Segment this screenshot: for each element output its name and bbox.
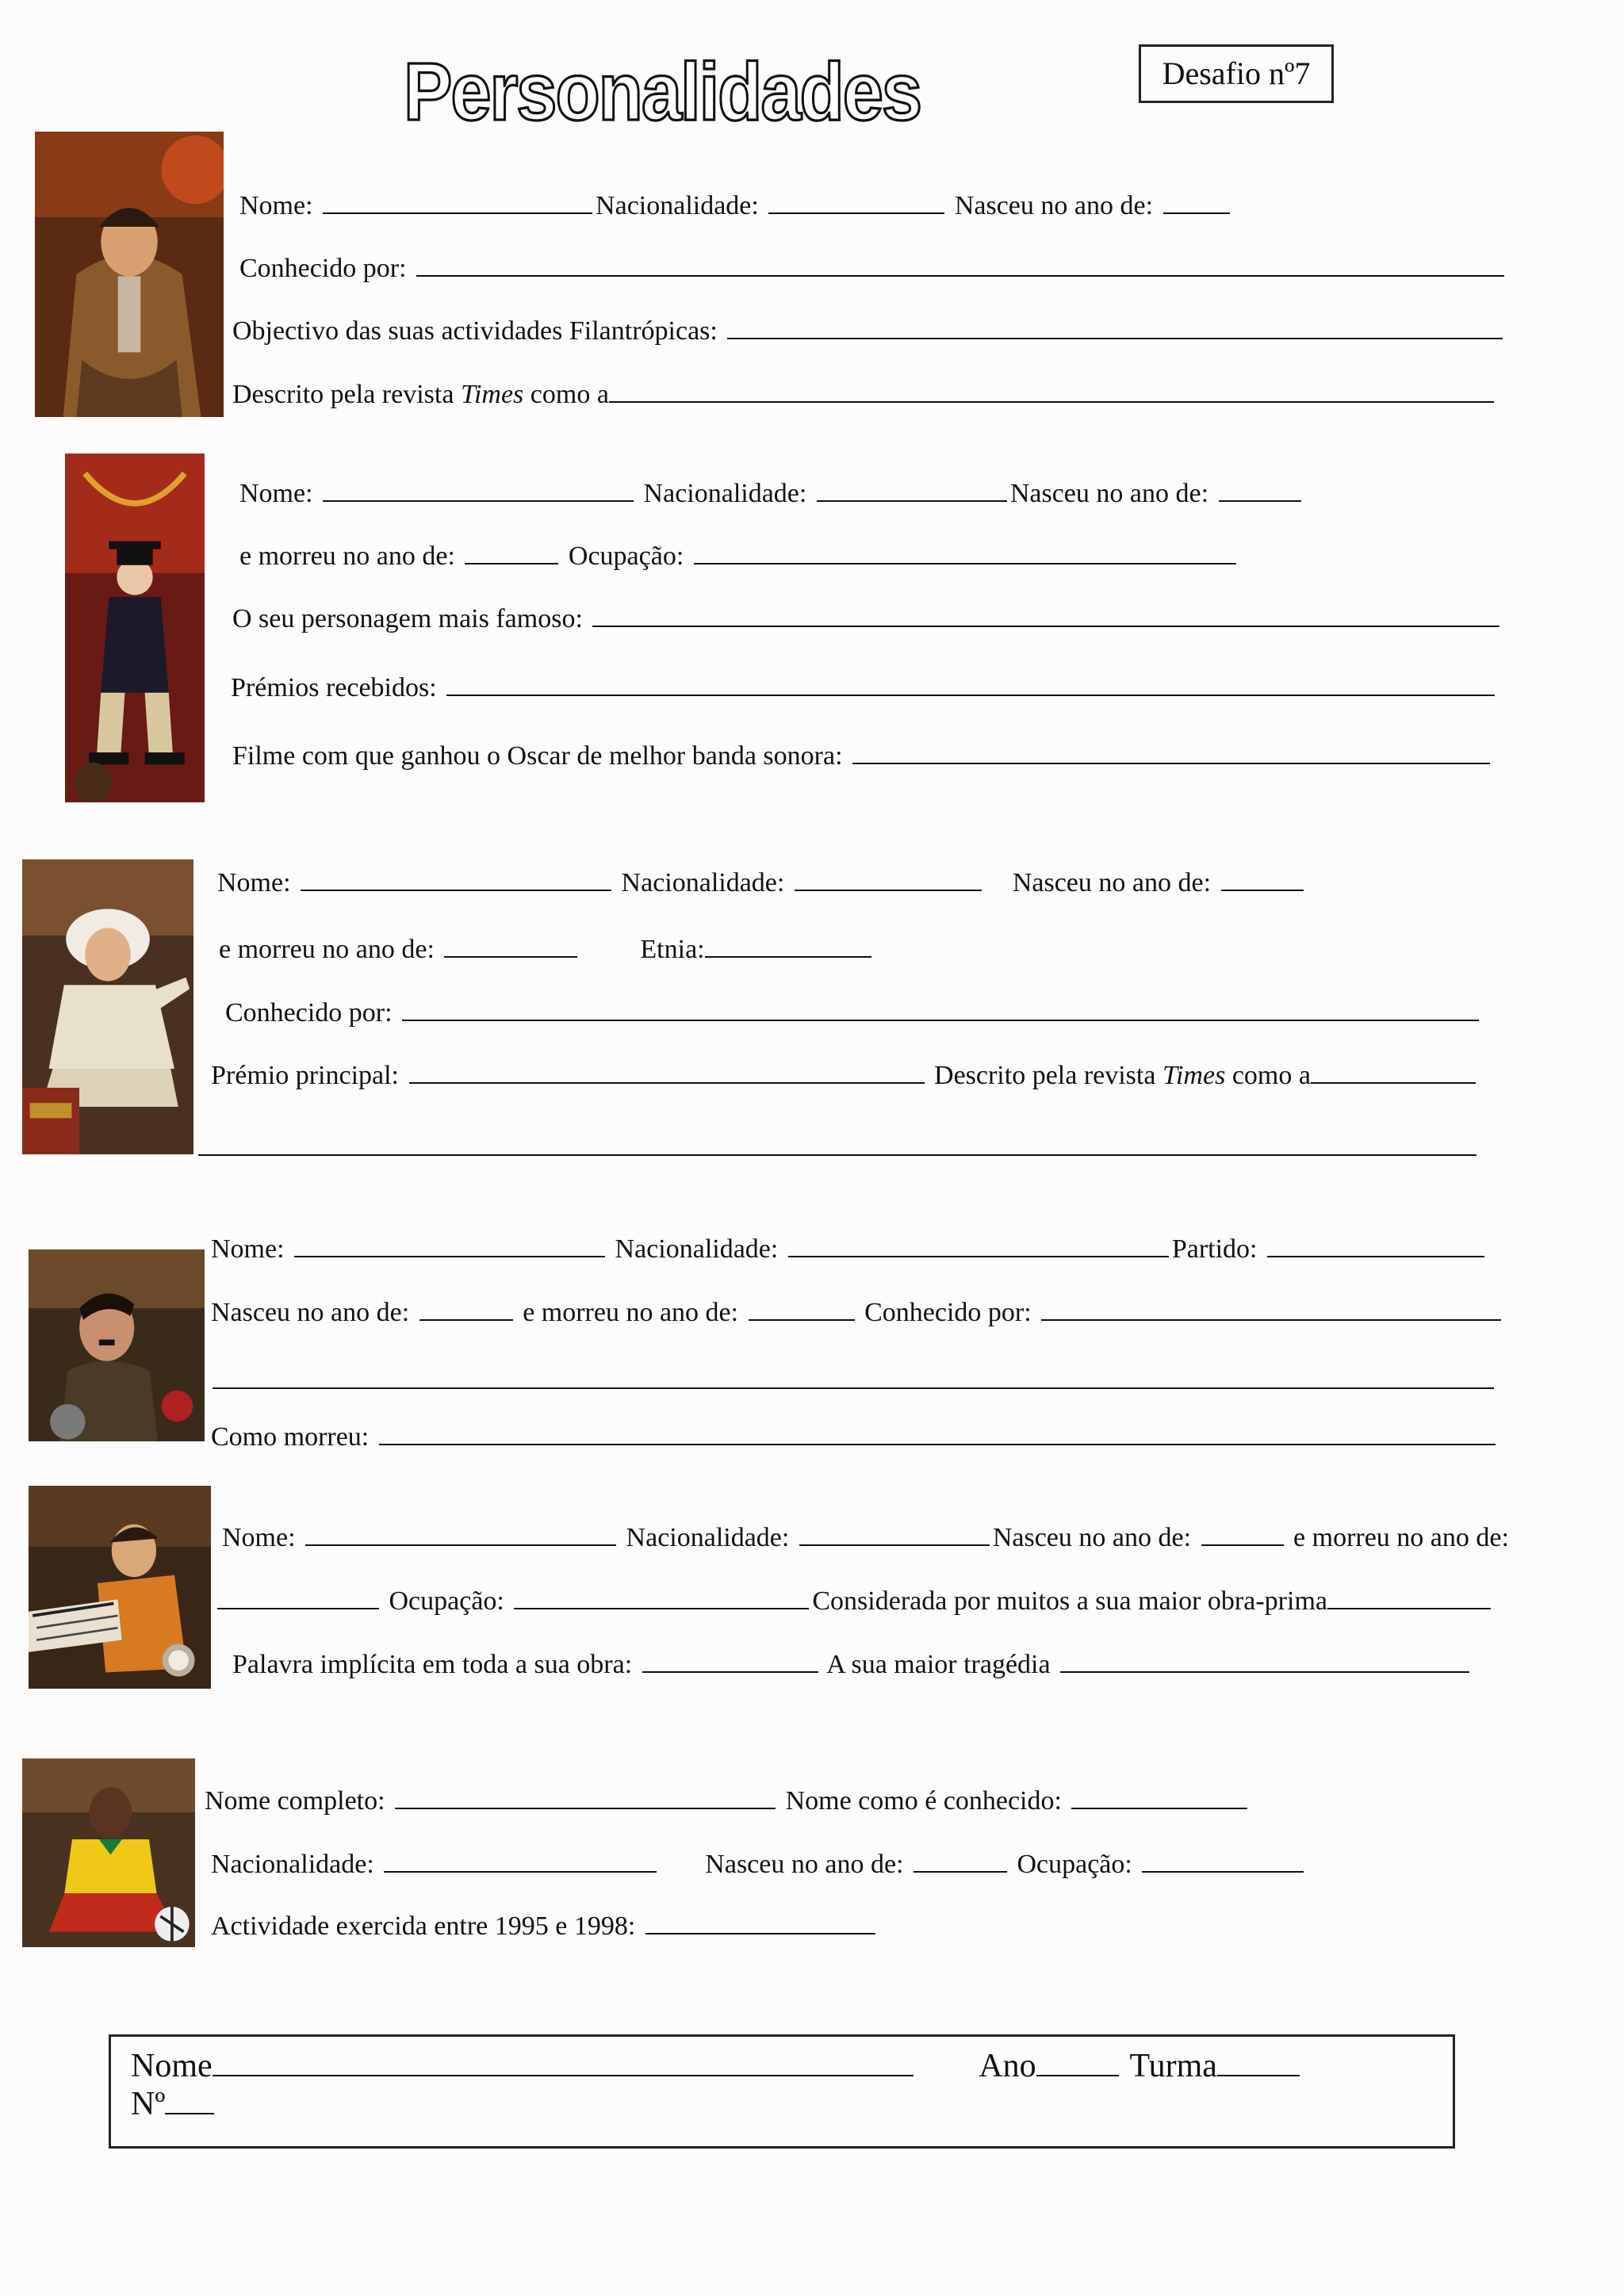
s5-word-field[interactable] [642,1649,818,1673]
s6-row2 [211,1849,1307,1881]
footer-class-label: Turma [1129,2048,1217,2084]
s6-row1 [205,1785,1251,1817]
s1-philanthropy-field[interactable] [727,316,1503,339]
s1-name-field[interactable] [323,190,592,214]
s2-born-label: Nasceu no ano de: [1009,479,1209,508]
s3-row3 [225,997,1482,1029]
s3-born-label: Nasceu no ano de: [1012,868,1212,897]
s5-died-label: e morreu no ano de: [1293,1523,1509,1552]
s4-known-field[interactable] [1041,1297,1501,1321]
s6-born-label: Nasceu no ano de: [705,1850,904,1879]
s1-known-field[interactable] [416,253,1504,277]
s3-nationality-field[interactable] [795,867,982,891]
s2-row1 [239,478,1304,510]
s3-row4 [211,1060,1479,1092]
s2-character-field[interactable] [592,603,1500,627]
s6-activity-label: Actividade exercida entre 1995 e 1998: [211,1911,636,1941]
footer-row1 [131,2048,1303,2082]
s4-death-field[interactable] [379,1422,1496,1445]
s6-knownname-field[interactable] [1071,1785,1247,1809]
portrait-2-icon [65,453,205,802]
s3-row1 [217,867,1307,899]
s2-oscar-field[interactable] [852,740,1490,764]
s2-oscar-label: Filme com que ganhou o Oscar de melhor banda sonora: [232,741,843,771]
s6-born-field[interactable] [914,1849,1007,1873]
s5-occupation-label: Ocupação: [389,1586,504,1616]
s2-character-label: O seu personagem mais famoso: [232,604,583,633]
s3-known-field[interactable] [402,997,1479,1021]
s4-row2 [211,1297,1504,1329]
s2-row2 [239,541,1239,572]
footer-number-field[interactable] [165,2086,214,2114]
s6-nationality-field[interactable] [384,1849,657,1873]
footer-row2 [131,2086,217,2120]
s3-award-label: Prémio principal: [211,1061,400,1090]
s1-nationality-label: Nacionalidade: [596,191,759,220]
s1-born-field[interactable] [1163,190,1230,214]
s5-row3 [232,1649,1473,1681]
s1-times-italic: Times [460,380,524,409]
s1-times-field[interactable] [609,379,1494,403]
s3-times-suffix: como a [1231,1061,1311,1090]
s2-died-label: e morreu no ano de: [239,541,455,571]
s6-knownname-label: Nome como é conhecido: [785,1786,1062,1816]
s2-row5 [232,740,1493,772]
footer-class-field[interactable] [1217,2048,1300,2076]
s2-awards-label: Prémios recebidos: [231,673,437,702]
s3-ethnicity-field[interactable] [705,934,871,958]
s2-name-field[interactable] [323,478,634,502]
s2-died-field[interactable] [465,541,558,564]
s4-row1 [211,1234,1488,1265]
s2-occupation-field[interactable] [694,541,1236,564]
s1-times-suffix: como a [530,380,609,409]
footer-year-label: Ano [979,2048,1036,2084]
s4-known-label: Conhecido por: [864,1298,1032,1327]
s4-born-field[interactable] [419,1297,513,1321]
s1-row2 [239,253,1507,285]
s2-occupation-label: Ocupação: [568,541,684,571]
s5-masterpiece-field[interactable] [1327,1586,1491,1609]
s4-extra-line[interactable] [213,1387,1494,1389]
s3-nationality-label: Nacionalidade: [621,868,785,897]
s3-ethnicity-label: Etnia: [640,935,705,964]
s5-name-label: Nome: [222,1523,296,1552]
page-title: Personalidades [403,47,921,138]
student-info-box [109,2034,1455,2149]
s4-born-label: Nasceu no ano de: [211,1298,410,1327]
s5-tragedy-field[interactable] [1060,1649,1469,1673]
s3-died-field[interactable] [444,934,577,958]
s5-masterpiece-label: Considerada por muitos a sua maior obra-prima [812,1586,1327,1616]
portrait-1-icon [35,132,224,417]
s4-died-label: e morreu no ano de: [523,1298,739,1327]
portrait-5-icon [29,1486,211,1689]
s2-nationality-label: Nacionalidade: [643,479,807,508]
s3-times-field[interactable] [1311,1060,1476,1084]
s4-name-field[interactable] [294,1234,605,1257]
s6-activity-field[interactable] [645,1911,875,1934]
s5-nationality-label: Nacionalidade: [626,1523,790,1552]
portrait-4-icon [29,1249,205,1441]
s1-times-prefix: Descrito pela revista [232,380,454,409]
s5-row2 [217,1586,1494,1617]
s5-occupation-field[interactable] [514,1586,809,1609]
s6-row3 [211,1911,879,1942]
s3-name-label: Nome: [217,868,291,897]
s4-nationality-label: Nacionalidade: [615,1234,779,1264]
s5-tragedy-label: A sua maior tragédia [826,1650,1051,1679]
s3-name-field[interactable] [301,867,611,891]
footer-year-field[interactable] [1036,2048,1119,2076]
s1-known-label: Conhecido por: [239,254,407,283]
s6-occupation-field[interactable] [1142,1849,1304,1873]
s5-died-field[interactable] [217,1586,379,1609]
s2-awards-field[interactable] [446,672,1495,696]
s6-fullname-field[interactable] [395,1785,776,1809]
s5-row1 [222,1522,1509,1554]
portrait-6-icon [22,1758,195,1947]
s1-row3 [232,316,1506,347]
s2-nationality-field[interactable] [817,478,1007,502]
s1-nationality-field[interactable] [768,190,944,214]
s4-name-label: Nome: [211,1234,285,1264]
footer-name-label: Nome [131,2048,213,2084]
s4-row4 [211,1422,1499,1453]
s5-word-label: Palavra implícita em toda a sua obra: [232,1650,633,1679]
s3-born-field[interactable] [1221,867,1304,891]
footer-number-label: Nº [131,2086,166,2122]
s3-times-italic: Times [1162,1061,1226,1090]
s3-died-label: e morreu no ano de: [219,935,435,964]
s1-row1 [239,190,1233,222]
s4-death-label: Como morreu: [211,1422,370,1452]
s2-row3 [232,603,1503,635]
s5-name-field[interactable] [305,1522,616,1546]
s2-name-label: Nome: [239,479,313,508]
s5-nationality-field[interactable] [799,1522,990,1546]
s1-name-label: Nome: [239,191,313,220]
s4-died-field[interactable] [749,1297,855,1321]
s5-born-label: Nasceu no ano de: [992,1523,1192,1552]
portrait-3-icon [22,859,193,1154]
s3-row2 [219,934,875,966]
s3-times-prefix: Descrito pela revista [934,1061,1156,1090]
s3-extra-line[interactable] [198,1154,1477,1156]
s5-born-field[interactable] [1201,1522,1284,1546]
s4-party-field[interactable] [1267,1234,1484,1257]
s6-fullname-label: Nome completo: [205,1786,385,1816]
challenge-box: Desafio nº7 [1139,44,1334,103]
s2-row4 [231,672,1498,704]
s4-nationality-field[interactable] [788,1234,1169,1257]
s2-born-field[interactable] [1219,478,1301,502]
s1-philanthropy-label: Objectivo das suas actividades Filantrópicas: [232,316,718,346]
s1-born-label: Nasceu no ano de: [954,191,1154,220]
s6-occupation-label: Ocupação: [1017,1850,1132,1879]
footer-name-field[interactable] [213,2048,914,2076]
s6-nationality-label: Nacionalidade: [211,1850,374,1879]
s3-known-label: Conhecido por: [225,998,393,1027]
s4-party-label: Partido: [1171,1234,1258,1264]
s3-award-field[interactable] [409,1060,925,1084]
s1-row4 [232,379,1497,411]
